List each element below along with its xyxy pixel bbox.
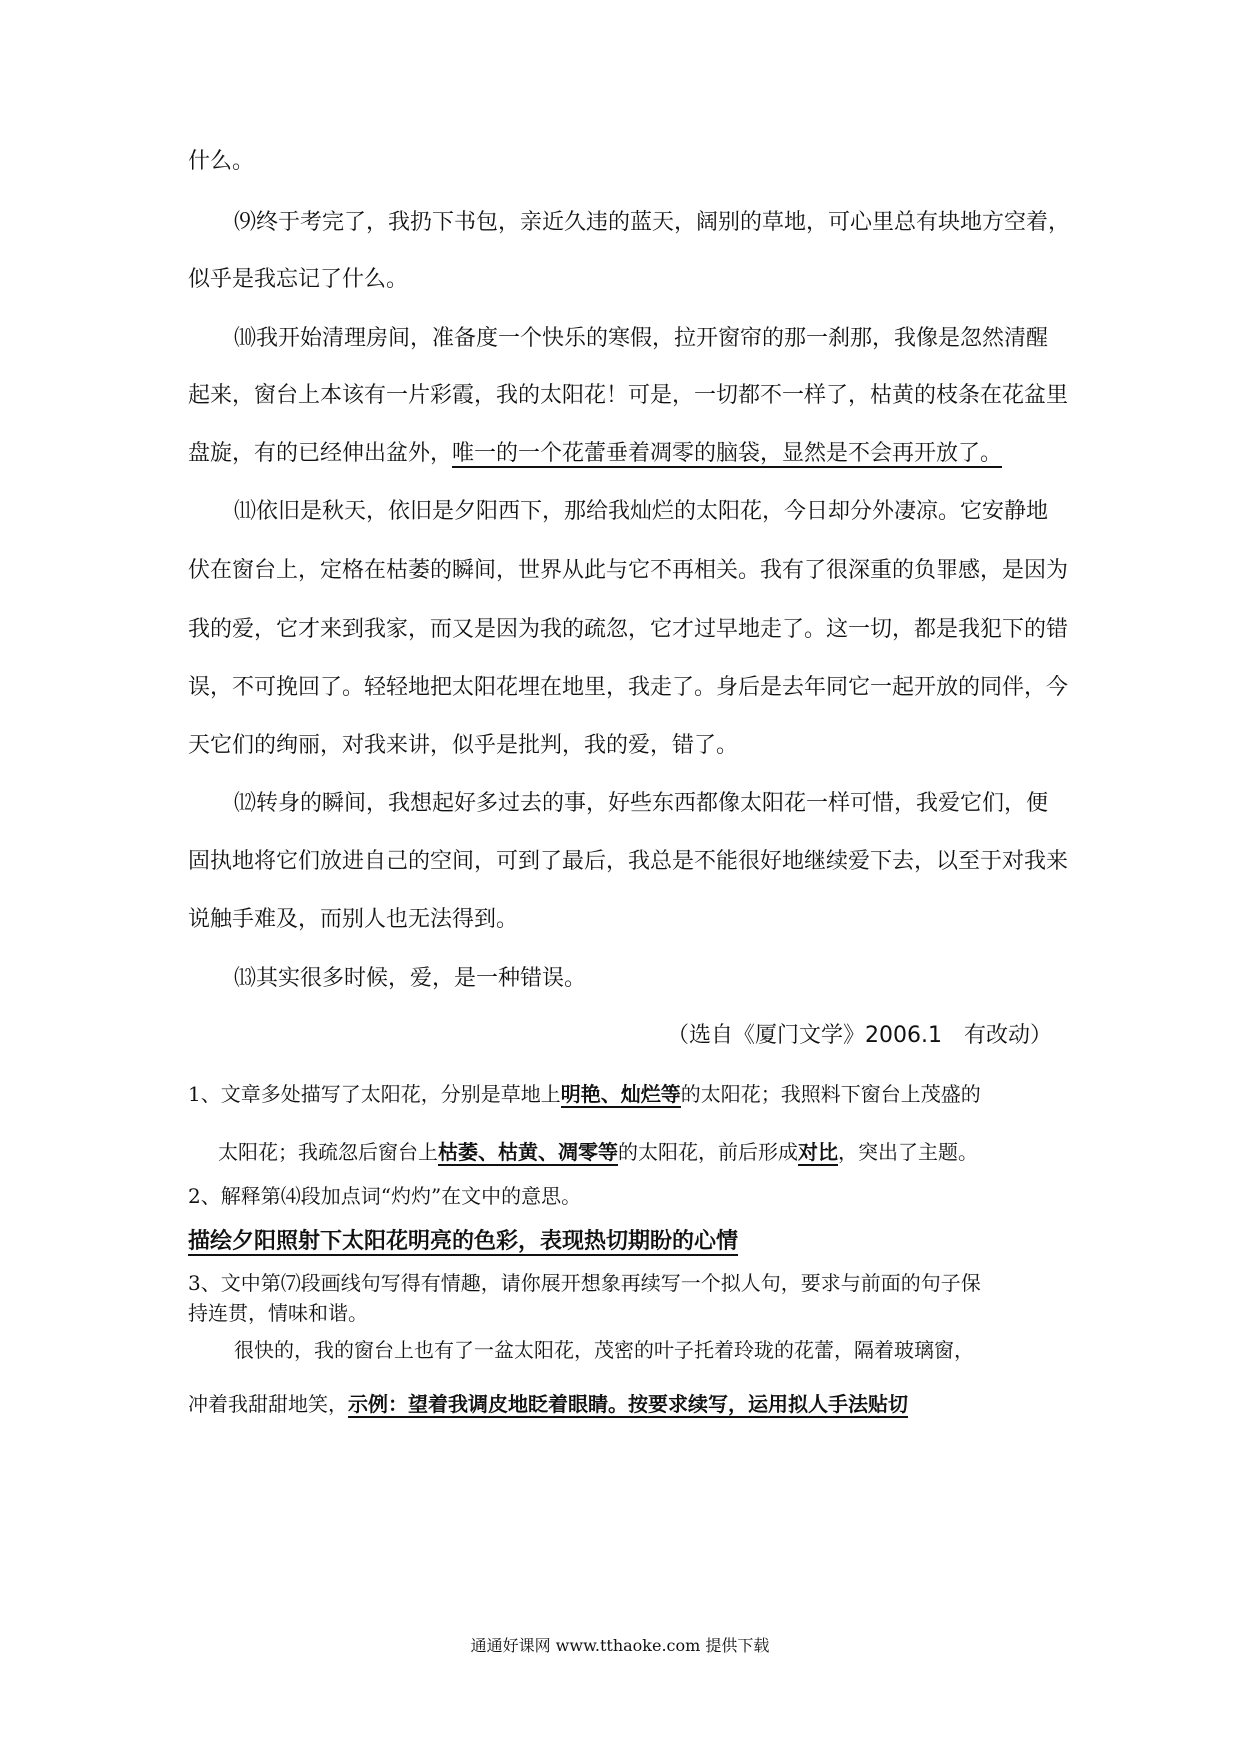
answer-contrast: 对比 bbox=[798, 1140, 838, 1164]
question-1-text: 1、文章多处描写了太阳花，分别是草地上 bbox=[188, 1082, 561, 1106]
footer-download-note: 通通好课网 www.tthaoke.com 提供下载 bbox=[470, 1636, 770, 1655]
question-1-line-2 bbox=[218, 1137, 978, 1167]
para-9-line-2: 似乎是我忘记了什么。 bbox=[188, 267, 409, 292]
para-12-line-2: 固执地将它们放进自己的空间，可到了最后，我总是不能很好地继续爱下去，以至于对我来 bbox=[188, 849, 1069, 874]
question-3-line-4 bbox=[188, 1389, 908, 1419]
para-8-tail: 什么。 bbox=[188, 149, 255, 174]
answer-withered: 枯萎、枯黄、凋零等 bbox=[438, 1140, 618, 1164]
para-11-line-3: 我的爱，它才来到我家，而又是因为我的疏忽，它才过早地走了。这一切，都是我犯下的错 bbox=[188, 617, 1069, 642]
underlined-sentence: 唯一的一个花蕾垂着凋零的脑袋，显然是不会再开放了。 bbox=[452, 441, 1003, 466]
question-1-text-cont: 的太阳花；我照料下窗台上茂盛的 bbox=[680, 1082, 981, 1106]
question-3-line-1: 3、文中第⑺段画线句写得有情趣，请你展开想象再续写一个拟人句，要求与前面的句子保 bbox=[188, 1271, 981, 1295]
para-13: ⒀其实很多时候，爱，是一种错误。 bbox=[234, 966, 587, 991]
question-1-text-2: 太阳花；我疏忽后窗台上 bbox=[218, 1140, 438, 1164]
question-1-text-3: 的太阳花，前后形成 bbox=[618, 1140, 798, 1164]
para-11-line-2: 伏在窗台上，定格在枯萎的瞬间，世界从此与它不再相关。我有了很深重的负罪感，是因为 bbox=[188, 558, 1069, 583]
question-2-answer bbox=[188, 1227, 738, 1257]
para-11-line-1: ⑾依旧是秋天，依旧是夕阳西下，那给我灿烂的太阳花，今日却分外凄凉。它安静地 bbox=[234, 499, 1049, 524]
para-10-line-1: ⑽我开始清理房间，准备度一个快乐的寒假，拉开窗帘的那一刹那，我像是忽然清醒 bbox=[234, 326, 1049, 351]
para-12-line-3: 说触手难及，而别人也无法得到。 bbox=[188, 907, 519, 932]
source-citation: （选自《厦门文学》2006.1 有改动） bbox=[667, 1023, 1052, 1048]
question-2: 2、解释第⑷段加点词“灼灼”在文中的意思。 bbox=[188, 1184, 582, 1208]
para-10-line-3 bbox=[188, 439, 1002, 469]
answer-vivid: 明艳、灿烂等 bbox=[560, 1082, 681, 1106]
para-10-line-3-text: 盘旋，有的已经伸出盆外， bbox=[188, 441, 453, 466]
para-11-line-4: 误，不可挽回了。轻轻地把太阳花埋在地里，我走了。身后是去年同它一起开放的同伴，今 bbox=[188, 675, 1069, 700]
question-3-line-2: 持连贯，情味和谐。 bbox=[188, 1301, 368, 1325]
question-3-line-3: 很快的，我的窗台上也有了一盆太阳花，茂密的叶子托着玲珑的花蕾，隔着玻璃窗， bbox=[234, 1338, 974, 1362]
para-11-line-5: 天它们的绚丽，对我来讲，似乎是批判，我的爱，错了。 bbox=[188, 733, 739, 758]
para-9-line-1: ⑼终于考完了，我扔下书包，亲近久违的蓝天，阔别的草地，可心里总有块地方空着， bbox=[234, 210, 1071, 235]
question-3-answer: 示例：望着我调皮地眨着眼睛。按要求续写，运用拟人手法贴切 bbox=[348, 1392, 908, 1416]
para-12-line-1: ⑿转身的瞬间，我想起好多过去的事，好些东西都像太阳花一样可惜，我爱它们，便 bbox=[234, 791, 1049, 816]
para-10-line-2: 起来，窗台上本该有一片彩霞，我的太阳花！可是，一切都不一样了，枯黄的枝条在花盆里 bbox=[188, 383, 1069, 408]
question-1-text-4: ，突出了主题。 bbox=[838, 1140, 978, 1164]
question-1-line-1 bbox=[188, 1079, 981, 1109]
question-2-answer-text: 描绘夕阳照射下太阳花明亮的色彩，表现热切期盼的心情 bbox=[188, 1229, 739, 1254]
question-3-text: 冲着我甜甜地笑， bbox=[188, 1392, 348, 1416]
